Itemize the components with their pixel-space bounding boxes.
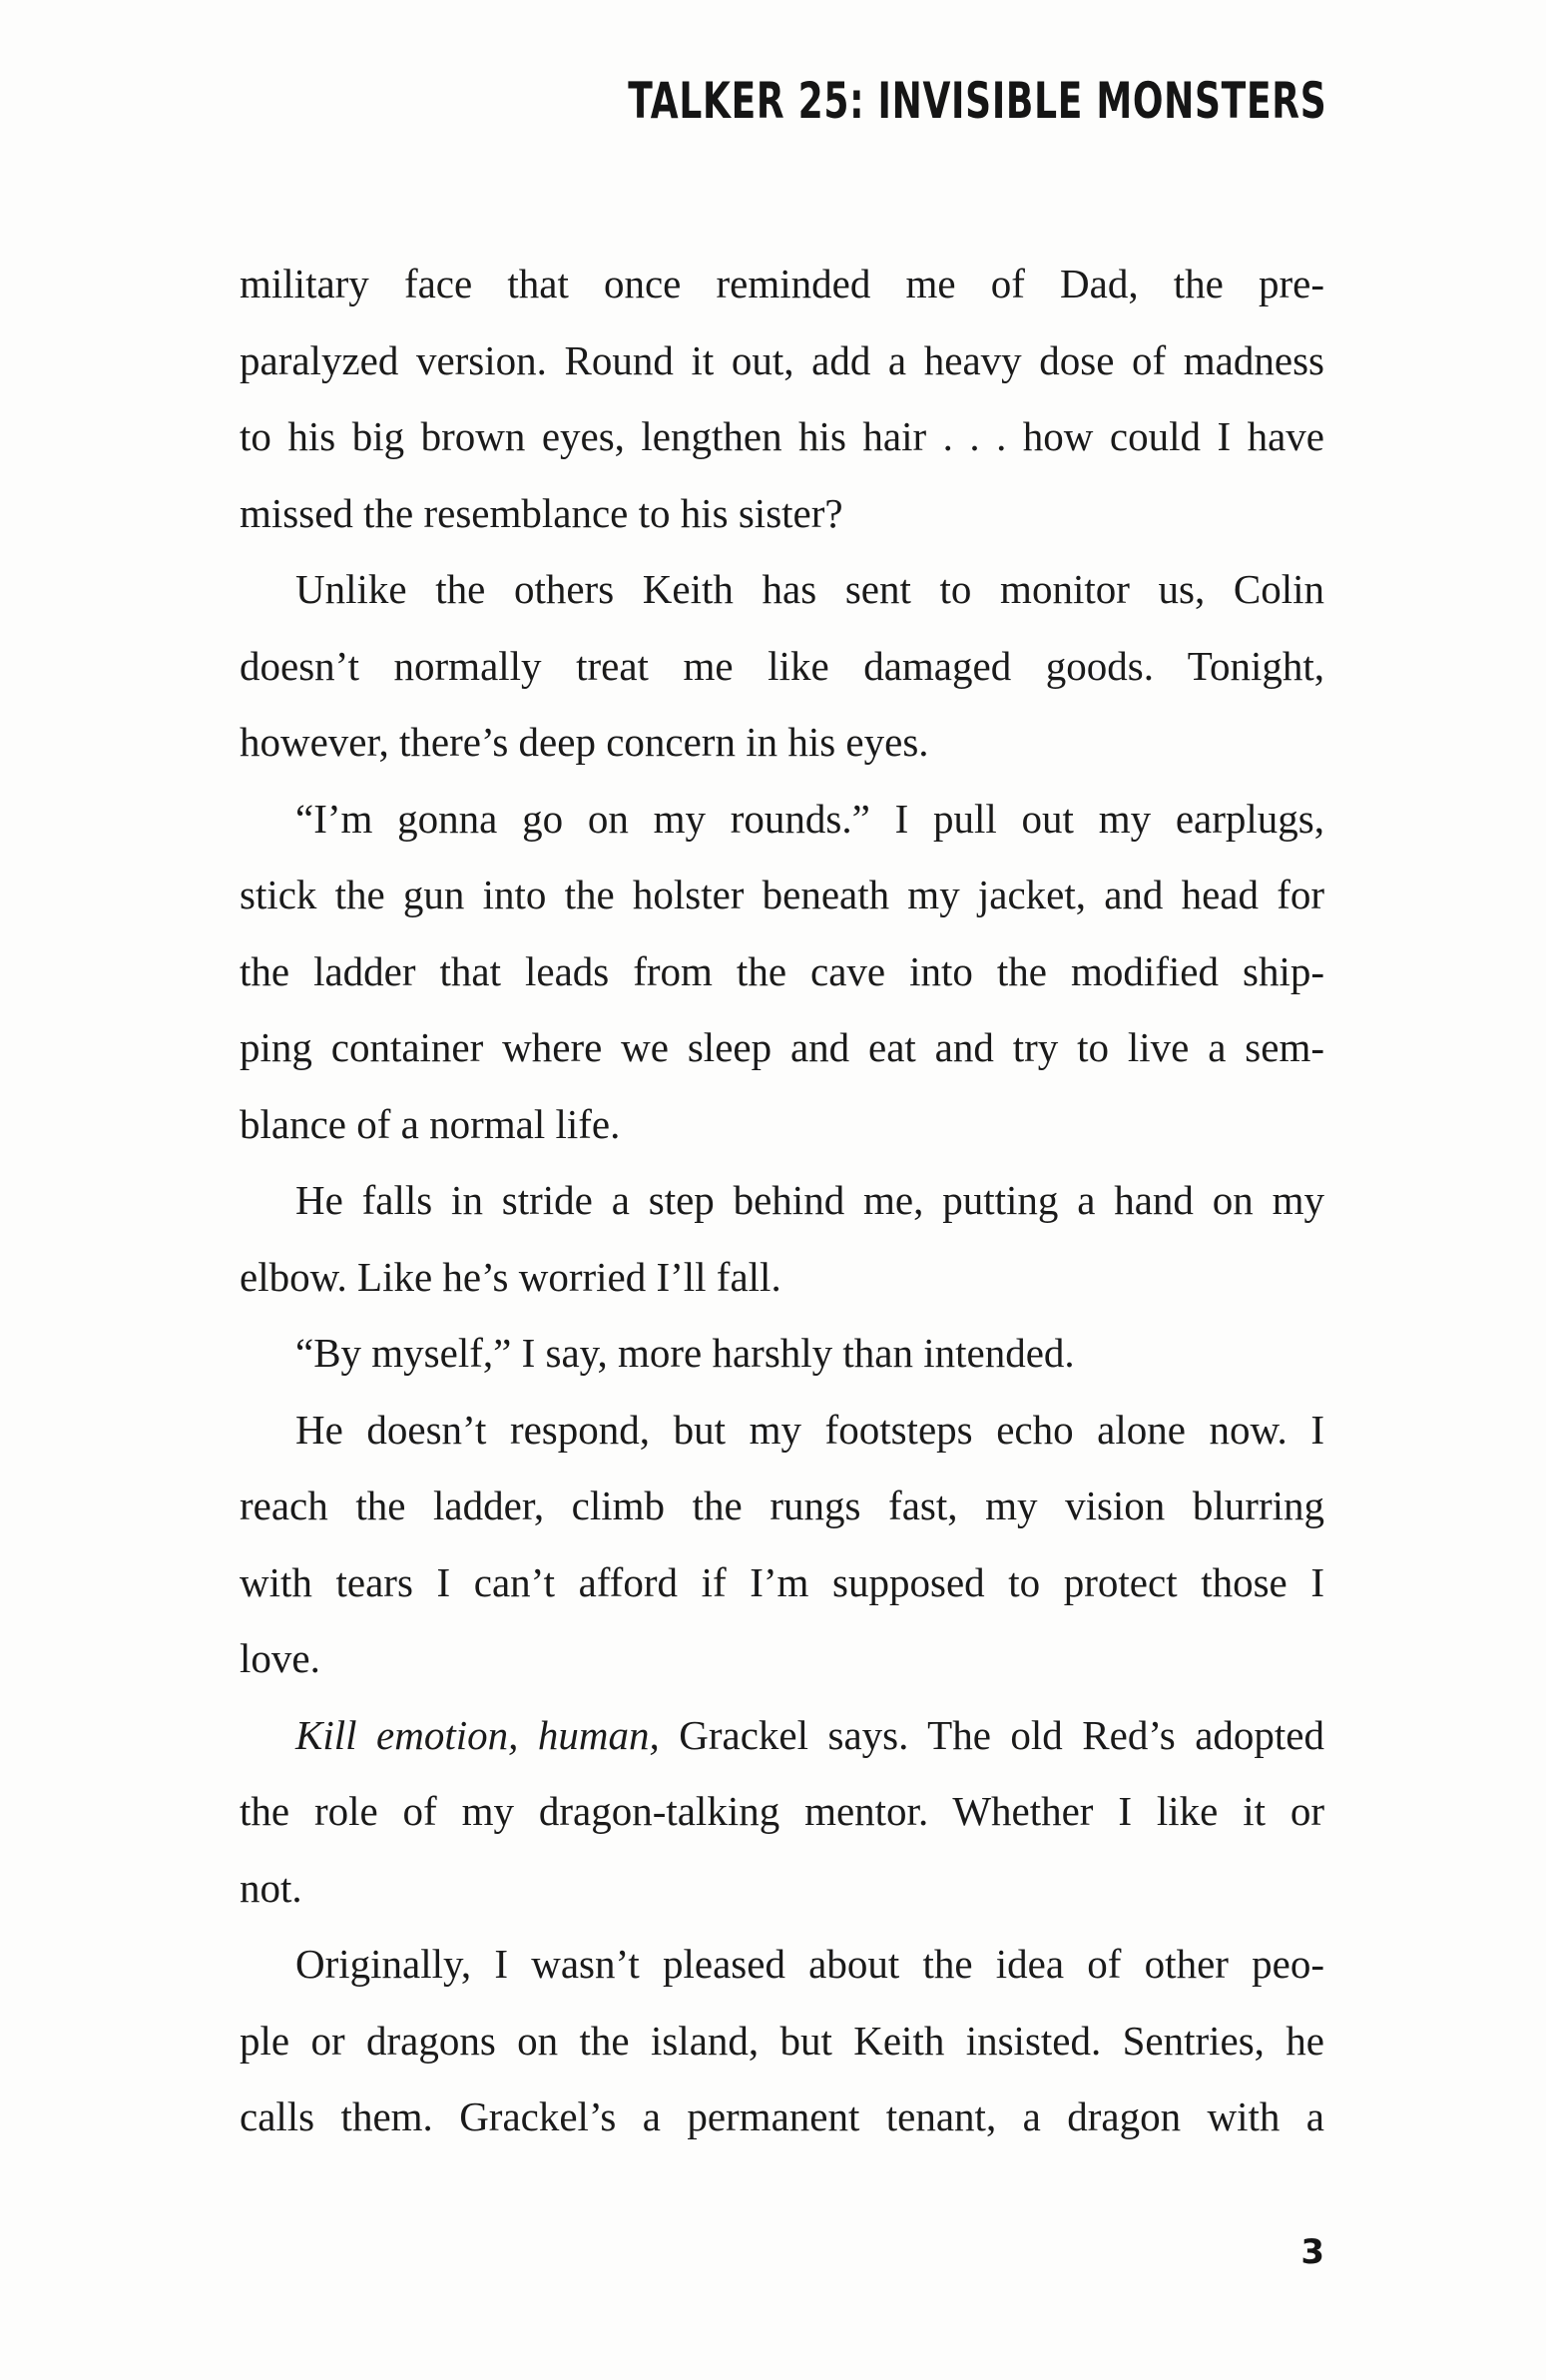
text-line: military face that once reminded me of Dad, the pre- bbox=[240, 261, 1324, 306]
text-line: with tears I can’t afford if I’m supposed to protect those I bbox=[240, 1558, 1324, 1605]
text-line: ping container where we sleep and eat and try to live a sem- bbox=[240, 1024, 1324, 1070]
text-line: love. bbox=[240, 1635, 320, 1681]
paragraph bbox=[240, 246, 1324, 551]
text-line: doesn’t normally treat me like damaged goods. Tonight, bbox=[240, 642, 1324, 689]
text-line: elbow. Like he’s worried I’ll fall. bbox=[240, 1253, 781, 1300]
text-line: ple or dragons on the island, but Keith insisted. Sentries, he bbox=[240, 2017, 1324, 2064]
page-number: 3 bbox=[1300, 2232, 1324, 2272]
text-line: stick the gun into the holster beneath my jacket, and head for bbox=[240, 872, 1324, 917]
text-line: He doesn’t respond, but my footsteps echo alone now. I bbox=[295, 1406, 1324, 1453]
italic-lead: Kill emotion, human, bbox=[295, 1711, 660, 1758]
text-line: blance of a normal life. bbox=[240, 1100, 621, 1147]
paragraph bbox=[240, 1392, 1324, 1697]
paragraph bbox=[240, 1697, 1324, 1927]
text-line: “I’m gonna go on my rounds.” I pull out my earplugs, bbox=[295, 795, 1324, 842]
running-head: TALKER 25: INVISIBLE MONSTERS bbox=[627, 72, 1326, 130]
text-line: paralyzed version. Round it out, add a heavy dose of madness bbox=[240, 336, 1324, 383]
body-text bbox=[240, 246, 1324, 2155]
paragraph bbox=[240, 781, 1324, 1163]
paragraph bbox=[240, 551, 1324, 781]
text-line: Unlike the others Keith has sent to monitor us, Colin bbox=[295, 566, 1324, 612]
text-line: Originally, I wasn’t pleased about the idea of other peo- bbox=[295, 1941, 1324, 1987]
text-line: the ladder that leads from the cave into the modified ship- bbox=[240, 947, 1324, 994]
text-line: missed the resemblance to his sister? bbox=[240, 489, 843, 536]
paragraph bbox=[240, 1926, 1324, 2155]
text-line: “By myself,” I say, more harshly than intended. bbox=[295, 1330, 1075, 1376]
paragraph bbox=[240, 1162, 1324, 1315]
paragraph bbox=[240, 1315, 1324, 1392]
text-line: not. bbox=[240, 1864, 302, 1911]
text-line: the role of my dragon-talking mentor. Whether I like it or bbox=[240, 1788, 1324, 1834]
text-line bbox=[240, 1697, 1324, 1774]
text-run: Grackel says. The old Red’s adopted bbox=[659, 1711, 1324, 1758]
text-line: He falls in stride a step behind me, putting a hand on my bbox=[295, 1177, 1324, 1223]
text-line: calls them. Grackel’s a permanent tenant, a dragon with a bbox=[240, 2093, 1324, 2139]
text-line: reach the ladder, climb the rungs fast, my vision blurring bbox=[240, 1483, 1324, 1528]
text-line: however, there’s deep concern in his eyes. bbox=[240, 719, 929, 765]
text-line: to his big brown eyes, lengthen his hair . . . how could I have bbox=[240, 413, 1324, 459]
